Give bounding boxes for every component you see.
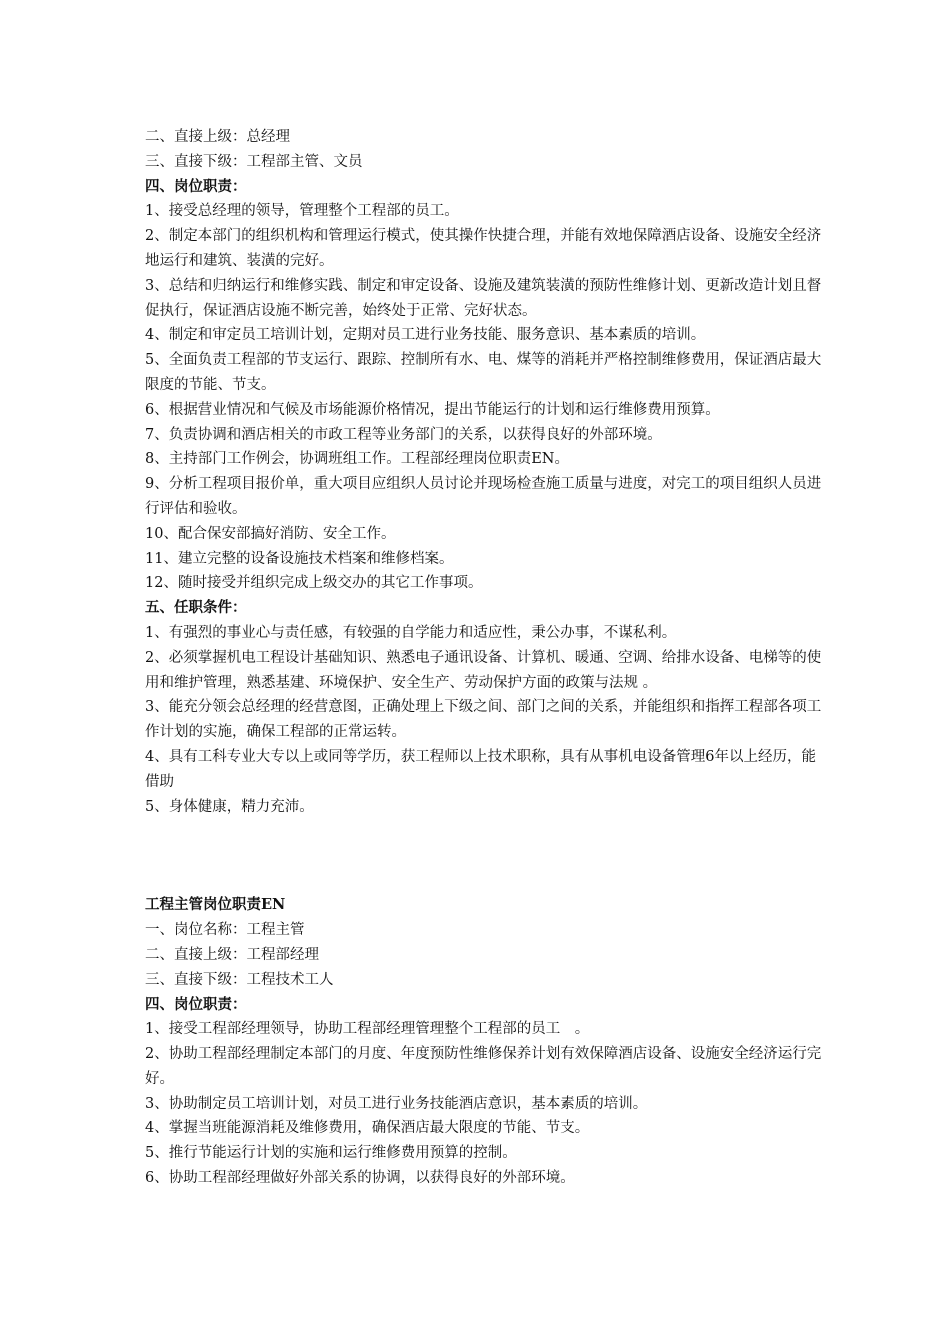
requirement-item: 1、有强烈的事业心与责任感，有较强的自学能力和适应性，秉公办事，不谋私利。 [145, 624, 677, 641]
document-page [145, 125, 825, 1191]
duty-item: 3、总结和归纳运行和维修实践、制定和审定设备、设施及建筑装潢的预防性维修计划、更新改造计划且督促执行，保证酒店设施不断完善，始终处于正常、完好状态。 [145, 277, 822, 319]
duty-item: 6、根据营业情况和气候及市场能源价格情况，提出节能运行的计划和运行维修费用预算。 [145, 401, 720, 418]
requirements-heading: 五、任职条件： [145, 599, 247, 617]
duty-item: 1、接受总经理的领导，管理整个工程部的员工。 [145, 203, 459, 220]
duty-item: 9、分析工程项目报价单，重大项目应组织人员讨论并现场检查施工质量与进度，对完工的项目组织人员进行评估和验收。 [145, 476, 822, 517]
duty-item: 2、协助工程部经理制定本部门的月度、年度预防性维修保养计划有效保障酒店设备、设施安全经济运行完好。 [145, 1046, 822, 1087]
duty-item: 2、制定本部门的组织机构和管理运行模式，使其操作快捷合理，并能有效地保障酒店设备、设施安全经济地运行和建筑、装潢的完好。 [145, 228, 822, 269]
duty-item: 6、协助工程部经理做好外部关系的协调，以获得良好的外部环境。 [145, 1170, 575, 1187]
duty-item: 4、制定和审定员工培训计划，定期对员工进行业务技能、服务意识、基本素质的培训。 [145, 327, 706, 344]
requirement-item: 4、具有工科专业大专以上或同等学历，获工程师以上技术职称，具有从事机电设备管理6年以上经历，能借助 [145, 748, 816, 790]
duty-item: 1、接受工程部经理领导，协助工程部经理管理整个工程部的员工 。 [145, 1021, 590, 1038]
direct-subordinate-line: 三、直接下级：工程部主管、文员 [145, 153, 363, 170]
direct-subordinate-line: 三、直接下级：工程技术工人 [145, 971, 334, 988]
duty-item: 3、协助制定员工培训计划，对员工进行业务技能酒店意识，基本素质的培训。 [145, 1095, 648, 1112]
duties-heading: 四、岗位职责： [145, 995, 247, 1013]
requirement-item: 3、能充分领会总经理的经营意图，正确处理上下级之间、部门之间的关系，并能组织和指挥工程部各项工作计划的实施，确保工程部的正常运转。 [145, 699, 822, 741]
duty-item: 10、配合保安部搞好消防、安全工作。 [145, 525, 396, 542]
duty-item: 5、全面负责工程部的节支运行、跟踪、控制所有水、电、煤等的消耗并严格控制维修费用，保证酒店最大限度的节能、节支。 [145, 352, 822, 393]
duty-item: 7、负责协调和酒店相关的市政工程等业务部门的关系，以获得良好的外部环境。 [145, 426, 662, 443]
duty-item: 4、掌握当班能源消耗及维修费用，确保酒店最大限度的节能、节支。 [145, 1120, 590, 1137]
duty-item: 5、推行节能运行计划的实施和运行维修费用预算的控制。 [145, 1145, 517, 1162]
section-spacer [145, 819, 825, 893]
duties-heading: 四、岗位职责： [145, 177, 247, 195]
duty-item: 12、随时接受并组织完成上级交办的其它工作事项。 [145, 575, 483, 592]
direct-superior-line: 二、直接上级：工程部经理 [145, 946, 319, 963]
requirement-item: 2、必须掌握机电工程设计基础知识、熟悉电子通讯设备、计算机、暖通、空调、给排水设备、电梯等的使用和维护管理，熟悉基建、环境保护、安全生产、劳动保护方面的政策与法规 。 [145, 649, 822, 691]
duty-item: 8、主持部门工作例会，协调班组工作。工程部经理岗位职责EN。 [145, 451, 569, 468]
requirement-item: 5、身体健康，精力充沛。 [145, 798, 314, 815]
direct-superior-line: 二、直接上级：总经理 [145, 129, 290, 145]
section-title: 工程主管岗位职责EN [145, 896, 286, 914]
duty-item: 11、建立完整的设备设施技术档案和维修档案。 [145, 550, 454, 567]
position-name-line: 一、岗位名称：工程主管 [145, 922, 305, 939]
